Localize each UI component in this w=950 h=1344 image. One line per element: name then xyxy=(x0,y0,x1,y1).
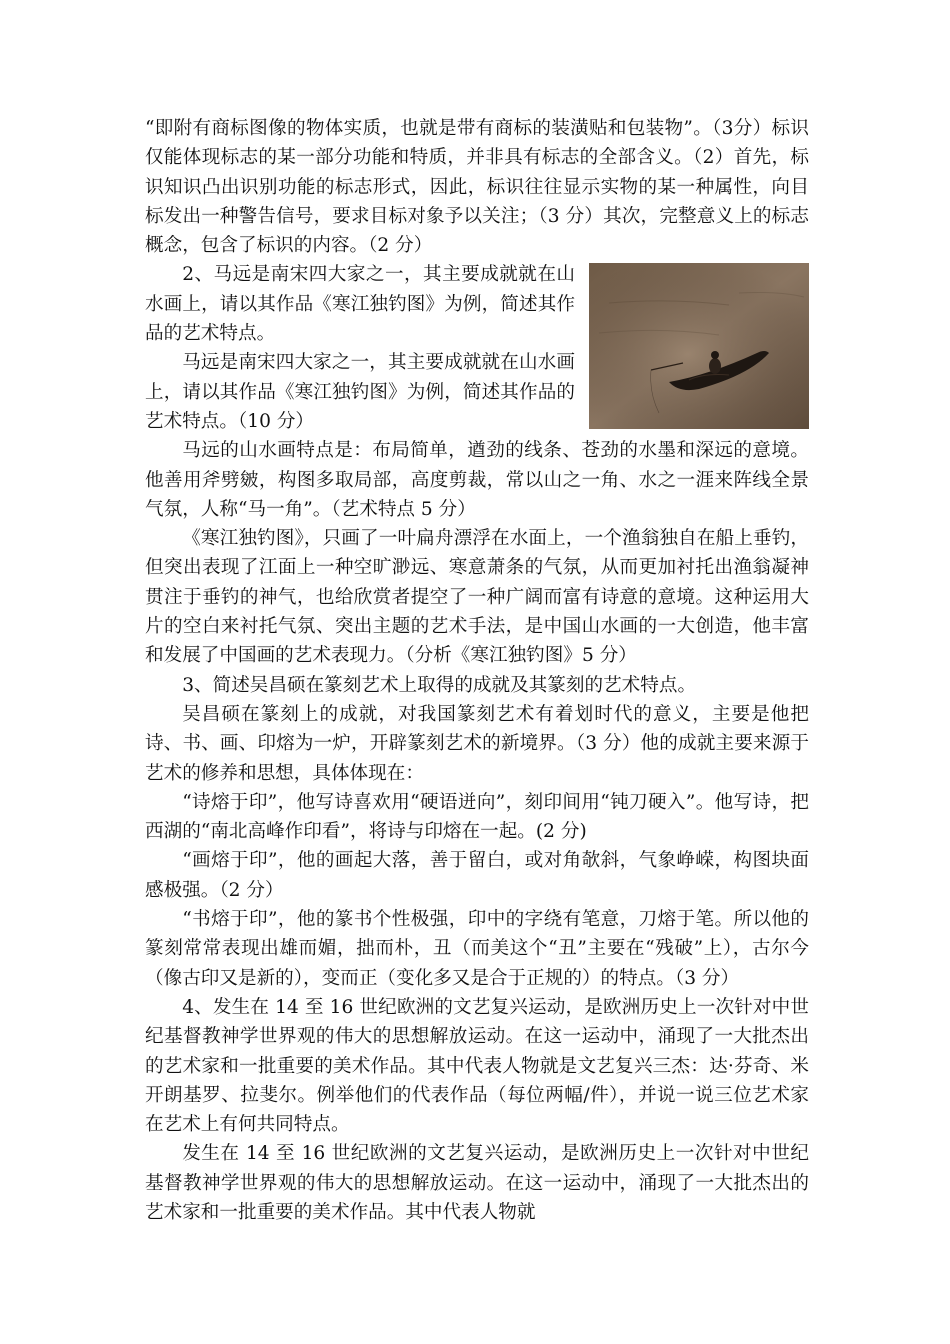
question-4: 4、发生在 14 至 16 世纪欧洲的文艺复兴运动，是欧洲历史上一次针对中世纪基督教神学世界观的伟大的思想解放运动。在这一运动中，涌现了一大批杰出的艺术家和一批重要的美术作品。其中代表人物就是文艺复兴三杰：达·芬奇、米开朗基罗、拉斐尔。例举他们的代表作品（每位两幅/件），并说一说三位艺术家在艺术上有何共同特点。 xyxy=(145,996,809,1136)
answer-2-features: 马远的山水画特点是：布局简单，遒劲的线条、苍劲的水墨和深远的意境。他善用斧劈皴，构图多取局部，高度剪裁，常以山之一角、水之一涯来阵线全景气氛，人称“马一角”。（艺术特点 5 分） xyxy=(145,440,809,520)
question-3: 3、简述吴昌硕在篆刻艺术上取得的成就及其篆刻的艺术特点。 xyxy=(182,674,697,696)
document-body xyxy=(145,114,809,1227)
answer-3-poetry: “诗熔于印”，他写诗喜欢用“硬语迸向”，刻印间用“钝刀硬入”。他写诗，把西湖的“南北高峰作印看”，将诗与印熔在一起。(2 分) xyxy=(145,791,809,843)
answer-3-achievement: 吴昌硕在篆刻上的成就，对我国篆刻艺术有着划时代的意义，主要是他把诗、书、画、印熔为一炉，开辟篆刻艺术的新境界。（3 分）他的成就主要来源于艺术的修养和思想，具体体现在： xyxy=(145,703,809,784)
question-2: 2、马远是南宋四大家之一，其主要成就就在山水画上，请以其作品《寒江独钓图》为例，简述其作品的艺术特点。 xyxy=(145,264,575,345)
answer-4: 发生在 14 至 16 世纪欧洲的文艺复兴运动，是欧洲历史上一次针对中世纪基督教神学世界观的伟大的思想解放运动。在这一运动中，涌现了一大批杰出的艺术家和一批重要的美术作品。其中代表人物就 xyxy=(145,1143,809,1223)
answer-3-painting: “画熔于印”，他的画起大落，善于留白，或对角欹斜，气象峥嵘，构图块面感极强。（2 分） xyxy=(145,850,809,901)
answer-2-analysis: 《寒江独钓图》，只画了一叶扁舟漂浮在水面上，一个渔翁独自在船上垂钓，但突出表现了江面上一种空旷渺远、寒意萧条的气氛，从而更加衬托出渔翁凝神贯注于垂钓的神气，也给欣赏者提空了一种广阔而富有诗意的意境。这种运用大片的空白来衬托气氛、突出主题的艺术手法，是中国山水画的一大创造，他丰富和发展了中国画的艺术表现力。（分析《寒江独钓图》5 分） xyxy=(145,528,809,667)
answer-2-restate: 马远是南宋四大家之一，其主要成就就在山水画上，请以其作品《寒江独钓图》为例，简述其作品的艺术特点。（10 分） xyxy=(145,352,575,432)
han-jiang-du-diao-tu-painting xyxy=(589,263,809,429)
paragraph-intro: “即附有商标图像的物体实质，也就是带有商标的装潢贴和包装物”。（3分）标识仅能体现标志的某一部分功能和特质，并非具有标志的全部含义。（2）首先，标识知识凸出识别功能的标志形式，因此，标识往往显示实物的某一种属性，向目标发出一种警告信号，要求目标对象予以关注；（3 分）其次，完整意义上的标志概念，包含了标识的内容。（2 分） xyxy=(145,118,809,257)
section-ma-yuan xyxy=(145,260,809,670)
answer-3-calligraphy: “书熔于印”，他的篆书个性极强，印中的字绕有笔意，刀熔于笔。所以他的篆刻常常表现出雄而媚，拙而朴，丑（而美这个“丑”主要在“残破”上），古尔今（像古印又是新的），变而正（变化多又是合于正规的）的特点。（3 分） xyxy=(145,909,809,989)
